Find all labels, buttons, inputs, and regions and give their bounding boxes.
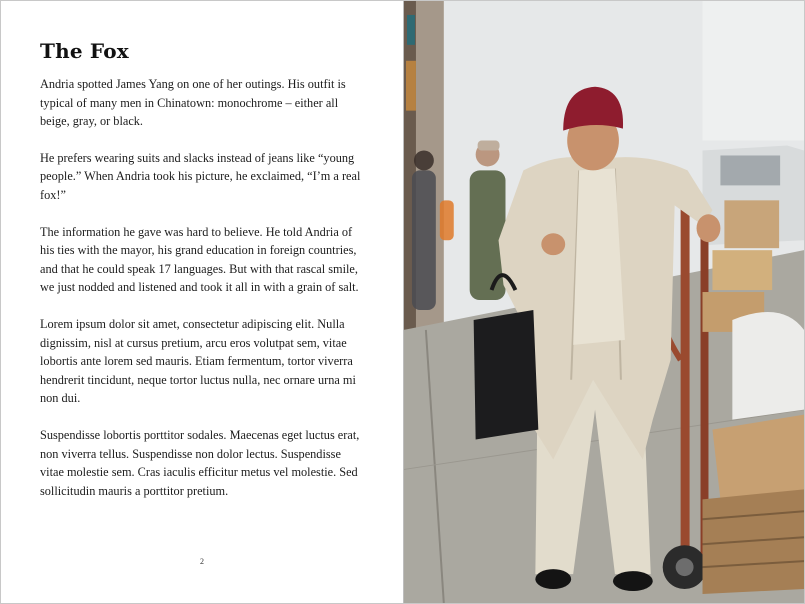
street-photo (404, 1, 804, 603)
photo-page (404, 1, 804, 603)
paragraph: The information he gave was hard to believe. He told Andria of his ties with the mayor, his grand education in foreign countries, and that he could speak 17 languages. But with that rascal smile, we just nodded and listened and took it all in with a grain of salt. (40, 224, 359, 295)
paragraph: Suspendisse lobortis porttitor sodales. Maecenas eget luctus erat, non viverra tellus. Suspendisse non dolor lectus. Suspendisse vitae molestie sem. Cras iaculis efficitur metus vel molestie. Sed sollicitudin mauris a porttitor pretium. (40, 427, 360, 498)
page-number: 2 (200, 557, 204, 566)
paragraph: Andria spotted James Yang on one of her outings. His outfit is typical of many men in Chinatown: monochrome – either all beige, gray, or black. (40, 77, 346, 129)
paragraph: Lorem ipsum dolor sit amet, consectetur adipiscing elit. Nulla dignissim, nisl at cursus pretium, arcu eros volutpat sem, vitae lobortis ante lorem sed mauris. Etiam fermentum, tortor viverra hendrerit tincidunt, neque tortor luctus nulla, nec ornare urna mi non dui. (40, 316, 356, 406)
text-page (1, 1, 403, 603)
paragraph: He prefers wearing suits and slacks instead of jeans like “young people.” When Andria took his picture, he exclaimed, “I’m a real fox!” (40, 150, 361, 202)
page-title: The Fox (40, 39, 129, 63)
